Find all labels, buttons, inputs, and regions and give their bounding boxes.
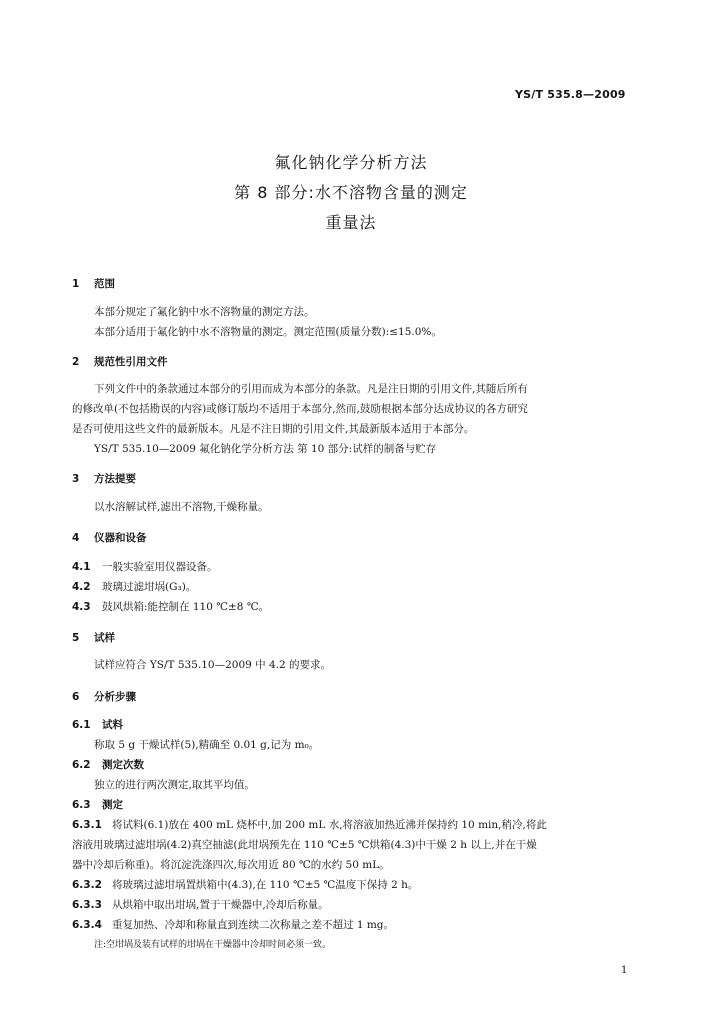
clause-text: 从烘箱中取出坩埚,置于干燥器中,冷却后称量。 bbox=[112, 899, 329, 911]
section-number: 6 bbox=[72, 691, 80, 703]
paragraph: 称取 5 g 干燥试样(5),精确至 0.01 g,记为 m₀。 bbox=[94, 739, 320, 751]
item-number: 4.1 bbox=[72, 561, 91, 573]
clause-number: 6.3.4 bbox=[72, 919, 102, 931]
clause-number: 6.3.1 bbox=[72, 819, 102, 831]
section-number: 2 bbox=[72, 356, 80, 368]
clause-text: 重复加热、冷却和称量直到连续二次称量之差不超过 1 mg。 bbox=[112, 919, 395, 931]
paragraph: 本部分适用于氟化钠中水不溶物量的测定。测定范围(质量分数):≤15.0%。 bbox=[94, 326, 442, 338]
section-title: 试样 bbox=[94, 632, 115, 644]
title-line-1: 氟化钠化学分析方法 bbox=[274, 153, 428, 172]
list-item bbox=[72, 559, 218, 574]
clause-continuation: 器中冷却后称重)。将沉淀洗涤四次,每次用近 80 ℃的水约 50 mL。 bbox=[72, 859, 390, 871]
paragraph-line: 的修改单(不包括勘误的内容)或修订版均不适用于本部分,然而,鼓励根据本部分达成协议的各方研究 bbox=[72, 403, 528, 415]
subsection-number: 6.1 bbox=[72, 719, 91, 731]
clause-continuation: 溶液用玻璃过滤坩埚(4.2)真空抽滤(此坩埚预先在 110 ℃±5 ℃烘箱(4.3)中干燥 2 h 以上,并在干燥 bbox=[72, 839, 537, 851]
section-heading bbox=[72, 354, 168, 369]
subsection-number: 6.2 bbox=[72, 759, 91, 771]
section-number: 5 bbox=[72, 632, 80, 644]
clause bbox=[72, 817, 547, 832]
subsection-heading bbox=[72, 757, 144, 772]
page-number: 1 bbox=[621, 965, 628, 976]
section-title: 仪器和设备 bbox=[94, 532, 147, 544]
paragraph-line: 下列文件中的条款通过本部分的引用而成为本部分的条款。凡是注日期的引用文件,其随后所有 bbox=[94, 383, 528, 395]
clause-text: 将试料(6.1)放在 400 mL 烧杯中,加 200 mL 水,将溶液加热近沸并保持约 10 min,稍冷,将此 bbox=[112, 819, 547, 831]
standard-number: YS/T 535.8—2009 bbox=[515, 88, 626, 101]
section-heading bbox=[72, 471, 136, 486]
section-heading bbox=[72, 276, 115, 291]
subsection-heading bbox=[72, 717, 123, 732]
normative-reference: YS/T 535.10—2009 氟化钠化学分析方法 第 10 部分:试样的制备与贮存 bbox=[94, 443, 437, 455]
clause bbox=[72, 897, 329, 912]
section-heading bbox=[72, 689, 136, 704]
subsection-title: 试料 bbox=[102, 719, 123, 731]
section-title: 分析步骤 bbox=[94, 691, 136, 703]
paragraph: 独立的进行两次测定,取其平均值。 bbox=[94, 779, 255, 791]
section-heading bbox=[72, 530, 147, 545]
paragraph: 试样应符合 YS/T 535.10—2009 中 4.2 的要求。 bbox=[94, 659, 332, 671]
item-text: 玻璃过滤坩埚(G₃)。 bbox=[102, 581, 197, 593]
clause-text: 将玻璃过滤坩埚置烘箱中(4.3),在 110 ℃±5 ℃温度下保持 2 h。 bbox=[112, 879, 419, 891]
item-number: 4.2 bbox=[72, 581, 91, 593]
title-line-2: 第 8 部分:水不溶物含量的测定 bbox=[234, 183, 468, 202]
section-title: 规范性引用文件 bbox=[94, 356, 168, 368]
list-item bbox=[72, 579, 196, 594]
subsection-title: 测定次数 bbox=[102, 759, 144, 771]
section-number: 3 bbox=[72, 473, 80, 485]
item-text: 鼓风烘箱:能控制在 110 ℃±8 ℃。 bbox=[102, 601, 270, 613]
section-number: 1 bbox=[72, 278, 80, 290]
section-heading bbox=[72, 630, 115, 645]
paragraph: 以水溶解试样,滤出不溶物,干燥称量。 bbox=[94, 501, 269, 513]
section-title: 范围 bbox=[94, 278, 115, 290]
clause bbox=[72, 917, 394, 932]
list-item bbox=[72, 599, 269, 614]
subsection-number: 6.3 bbox=[72, 799, 91, 811]
subsection-title: 测定 bbox=[102, 799, 123, 811]
title-line-3: 重量法 bbox=[325, 213, 377, 232]
clause-number: 6.3.3 bbox=[72, 899, 102, 911]
section-number: 4 bbox=[72, 532, 80, 544]
subsection-heading bbox=[72, 797, 123, 812]
section-title: 方法提要 bbox=[94, 473, 136, 485]
clause bbox=[72, 877, 418, 892]
item-text: 一般实验室用仪器设备。 bbox=[102, 561, 218, 573]
paragraph: 本部分规定了氟化钠中水不溶物量的测定方法。 bbox=[94, 306, 315, 318]
paragraph-line: 是否可使用这些文件的最新版本。凡是不注日期的引用文件,其最新版本适用于本部分。 bbox=[72, 423, 475, 435]
note: 注:空坩埚及装有试样的坩埚在干燥器中冷却时间必须一致。 bbox=[94, 940, 332, 950]
clause-number: 6.3.2 bbox=[72, 879, 102, 891]
item-number: 4.3 bbox=[72, 601, 91, 613]
